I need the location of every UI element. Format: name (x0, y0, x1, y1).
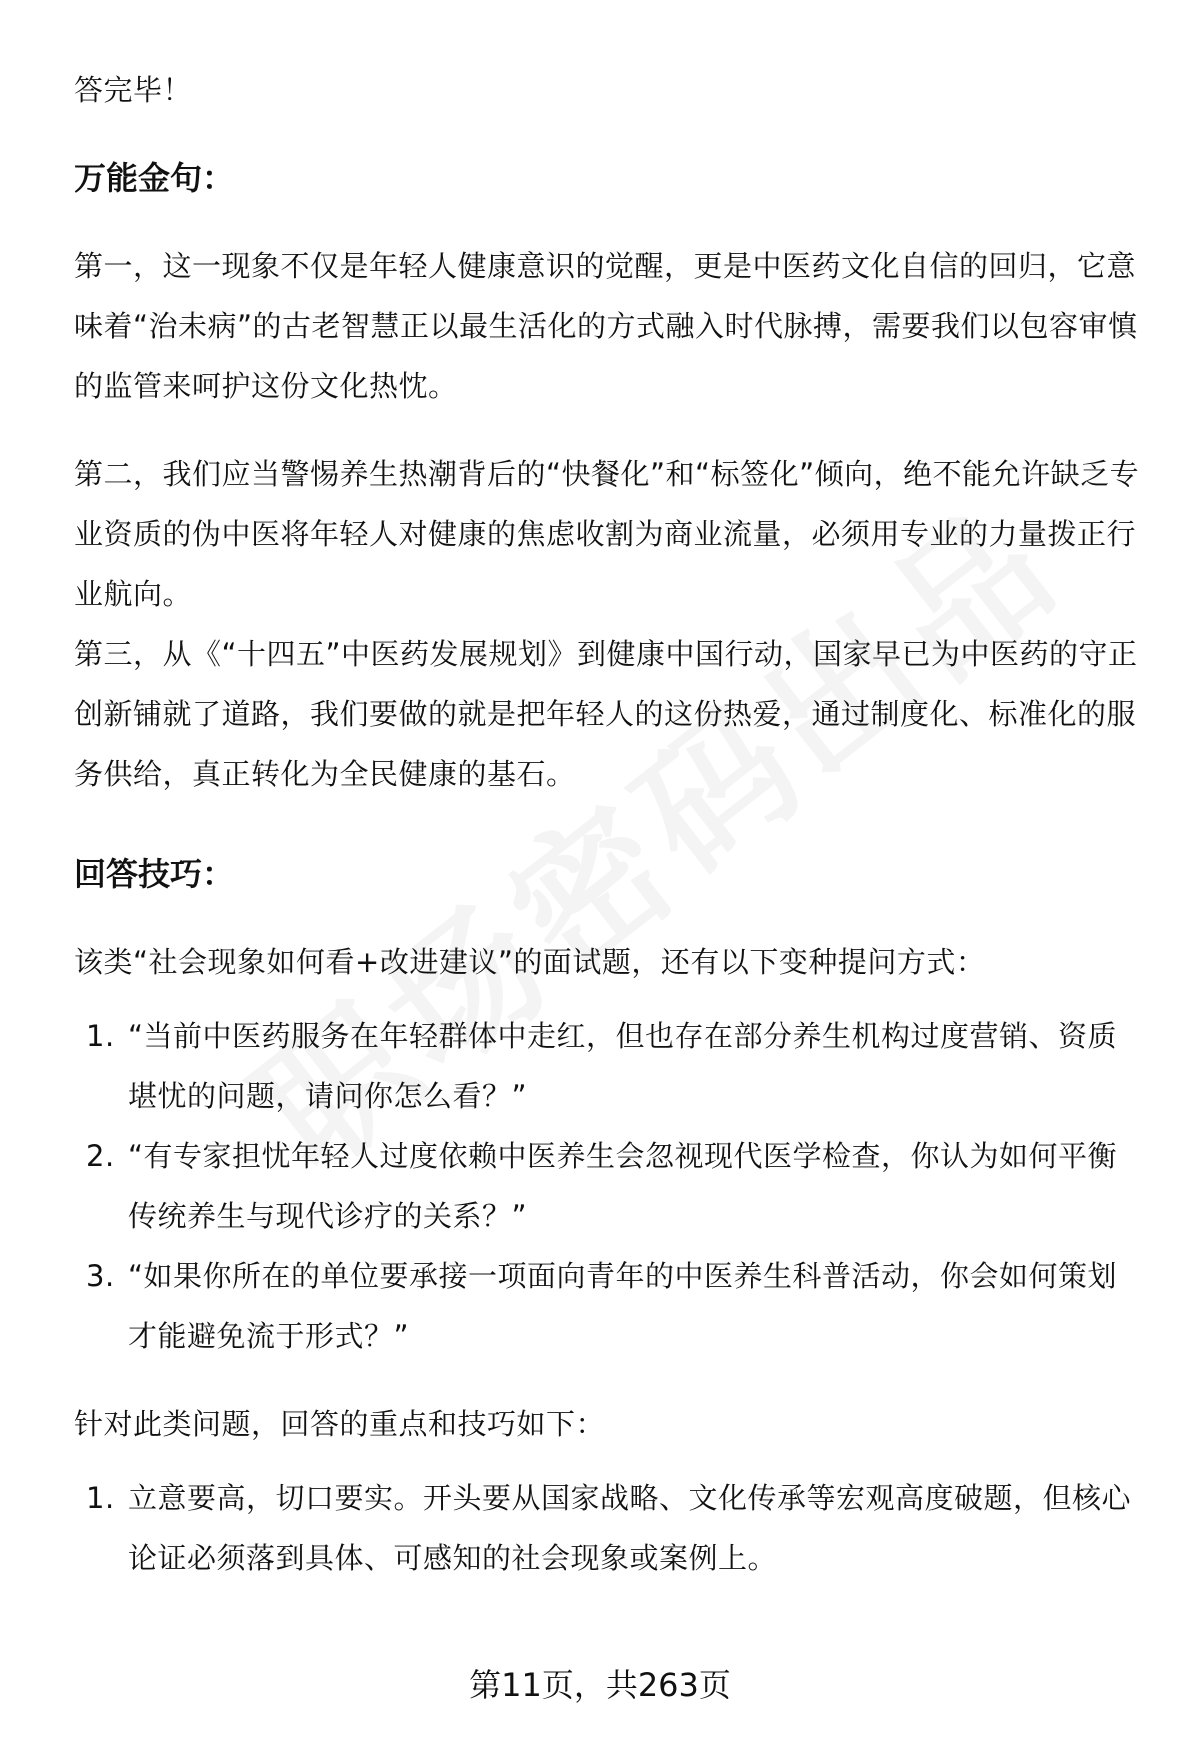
document-page (74, 60, 1146, 1588)
golden-sentence-3: 第三，从《“十四五”中医药发展规划》到健康中国行动，国家早已为中医药的守正创新铺就了道路，我们要做的就是把年轻人的这份热爱，通过制度化、标准化的服务供给，真正转化为全民健康的基石。 (74, 637, 1138, 791)
list-item: 1. “当前中医药服务在年轻群体中走红，但也存在部分养生机构过度营销、资质堪忧的问题，请问你怎么看？” (86, 1019, 1118, 1113)
section-title-answer-tips: 回答技巧： (74, 855, 235, 893)
tips-list (74, 1468, 1146, 1588)
page-number: 第11页，共263页 (469, 1666, 731, 1704)
section-title-golden-sentences: 万能金句： (74, 159, 235, 197)
list-item: 1. 立意要高，切口要实。开头要从国家战略、文化传承等宏观高度破题，但核心论证必须落到具体、可感知的社会现象或案例上。 (86, 1481, 1132, 1575)
variants-lead: 该类“社会现象如何看+改进建议”的面试题，还有以下变种提问方式： (74, 945, 986, 979)
list-item: 3. “如果你所在的单位要承接一项面向青年的中医养生科普活动，你会如何策划才能避免流于形式？” (86, 1259, 1118, 1353)
variant-list (74, 1006, 1146, 1366)
tips-lead: 针对此类问题，回答的重点和技巧如下： (74, 1407, 606, 1441)
golden-sentence-1: 第一，这一现象不仅是年轻人健康意识的觉醒，更是中医药文化自信的回归，它意味着“治未病”的古老智慧正以最生活化的方式融入时代脉搏，需要我们以包容审慎的监管来呵护这份文化热忱。 (74, 249, 1138, 403)
golden-sentence-2: 第二，我们应当警惕养生热潮背后的“快餐化”和“标签化”倾向，绝不能允许缺乏专业资质的伪中医将年轻人对健康的焦虑收割为商业流量，必须用专业的力量拨正行业航向。 (74, 457, 1140, 611)
intro-text: 答完毕！ (74, 73, 193, 107)
list-item: 2. “有专家担忧年轻人过度依赖中医养生会忽视现代医学检查，你认为如何平衡传统养生与现代诊疗的关系？” (86, 1139, 1118, 1233)
